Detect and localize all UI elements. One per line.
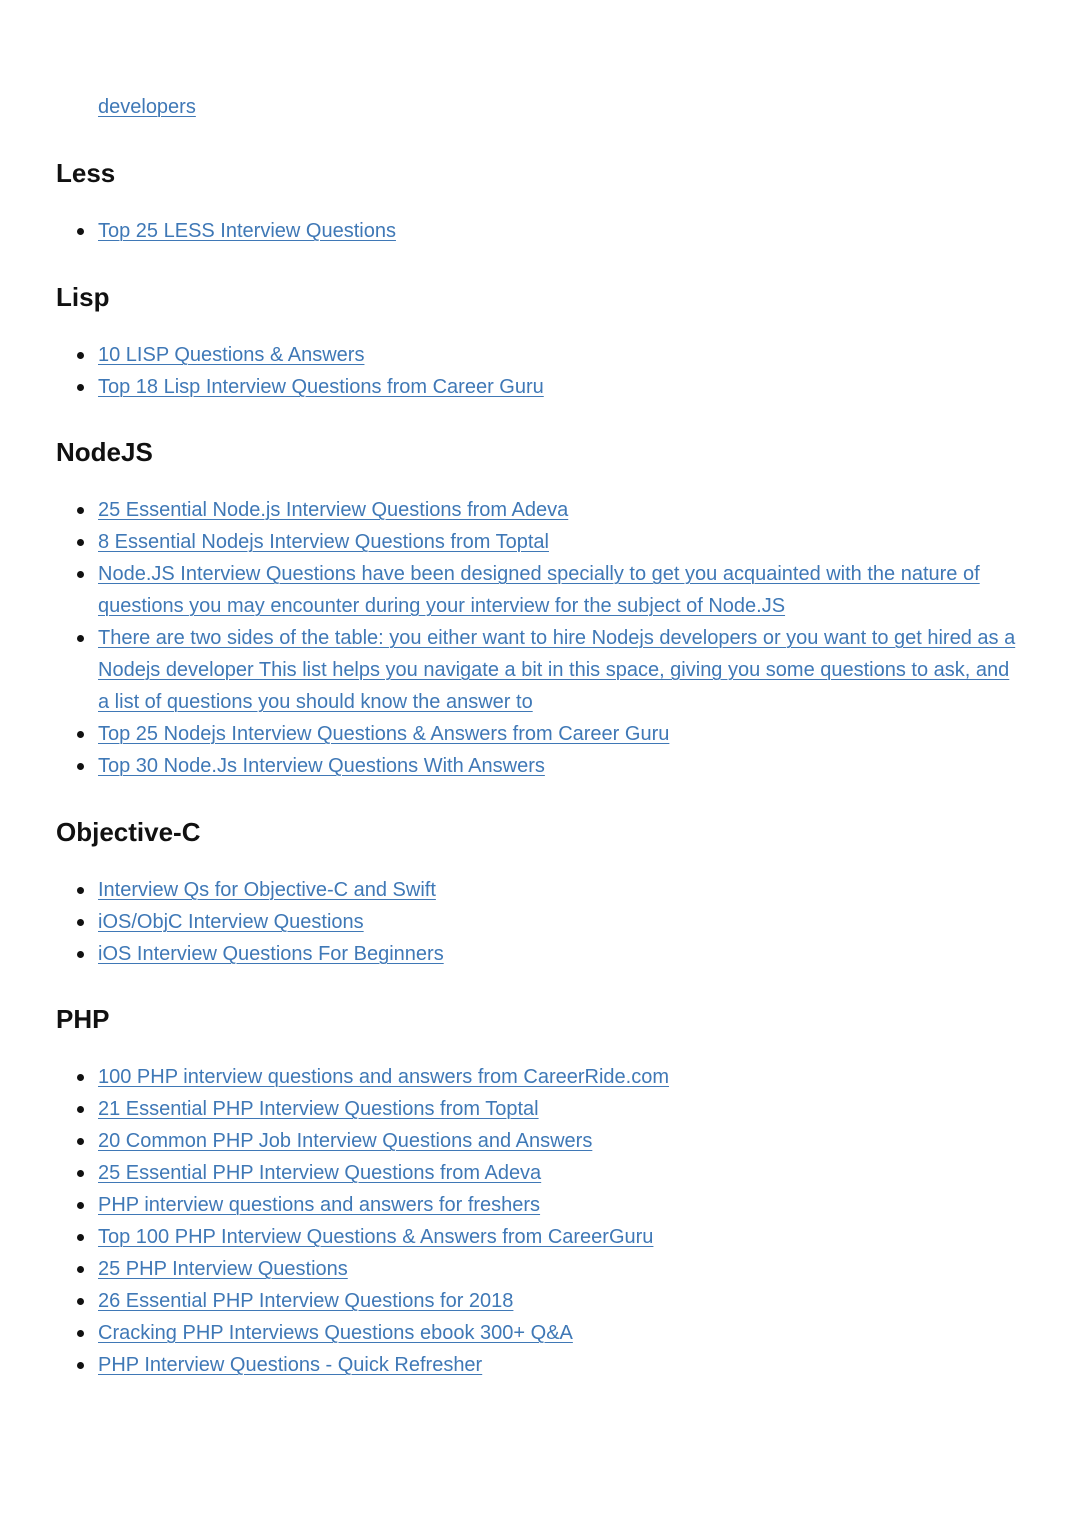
- list-link[interactable]: Top 18 Lisp Interview Questions from Career Guru: [98, 376, 544, 398]
- bullet-icon: [77, 763, 84, 770]
- list-link[interactable]: 25 PHP Interview Questions: [98, 1258, 348, 1280]
- bullet-icon: [77, 951, 84, 958]
- link-list-lisp: [98, 339, 1023, 403]
- list-link[interactable]: Top 25 Nodejs Interview Questions & Answers from Career Guru: [98, 723, 670, 745]
- list-link[interactable]: 26 Essential PHP Interview Questions for 2018: [98, 1290, 514, 1312]
- list-item: [98, 494, 1023, 526]
- bullet-icon: [77, 887, 84, 894]
- list-link[interactable]: Interview Qs for Objective-C and Swift: [98, 879, 436, 901]
- list-item: [98, 1061, 1023, 1093]
- bullet-icon: [77, 384, 84, 391]
- bullet-icon: [77, 1170, 84, 1177]
- list-item: [98, 906, 1023, 938]
- section-title-lisp: Lisp: [56, 282, 110, 312]
- list-item: [98, 215, 1023, 247]
- bullet-icon: [77, 1298, 84, 1305]
- list-item: [98, 622, 1023, 718]
- bullet-icon: [77, 1234, 84, 1241]
- bullet-icon: [77, 1266, 84, 1273]
- link-list-nodejs: [98, 494, 1023, 782]
- list-link[interactable]: 21 Essential PHP Interview Questions from Toptal: [98, 1098, 539, 1120]
- continuation-line: [98, 94, 196, 120]
- bullet-icon: [77, 919, 84, 926]
- list-link[interactable]: 25 Essential PHP Interview Questions from Adeva: [98, 1162, 542, 1184]
- developers-link[interactable]: developers: [98, 96, 196, 118]
- list-link[interactable]: iOS Interview Questions For Beginners: [98, 943, 444, 965]
- list-link[interactable]: Node.JS Interview Questions have been designed specially to get you acquainted with the nature of questions you may encounter during your interview for the subject of Node.JS: [98, 563, 980, 617]
- list-item: [98, 1221, 1023, 1253]
- bullet-icon: [77, 731, 84, 738]
- list-item: [98, 874, 1023, 906]
- list-item: [98, 1189, 1023, 1221]
- link-list-php: [98, 1061, 1023, 1381]
- bullet-icon: [77, 571, 84, 578]
- bullet-icon: [77, 1362, 84, 1369]
- bullet-icon: [77, 539, 84, 546]
- list-item: [98, 371, 1023, 403]
- list-item: [98, 1317, 1023, 1349]
- list-link[interactable]: iOS/ObjC Interview Questions: [98, 911, 364, 933]
- list-link[interactable]: 20 Common PHP Job Interview Questions and Answers: [98, 1130, 593, 1152]
- section-title-less: Less: [56, 158, 116, 188]
- bullet-icon: [77, 1330, 84, 1337]
- section-title-nodejs: NodeJS: [56, 437, 153, 467]
- list-link[interactable]: PHP Interview Questions - Quick Refresher: [98, 1354, 483, 1376]
- list-link[interactable]: 8 Essential Nodejs Interview Questions from Toptal: [98, 531, 549, 553]
- list-item: [98, 1285, 1023, 1317]
- list-item: [98, 339, 1023, 371]
- list-link[interactable]: There are two sides of the table: you either want to hire Nodejs developers or you want to get hired as a Nodejs developer This list helps you navigate a bit in this space, giving you some questions to ask, and a list of questions you should know the answer to: [98, 627, 1016, 713]
- list-item: [98, 750, 1023, 782]
- list-item: [98, 1349, 1023, 1381]
- list-item: [98, 1093, 1023, 1125]
- list-item: [98, 1125, 1023, 1157]
- list-link[interactable]: Cracking PHP Interviews Questions ebook 300+ Q&A: [98, 1322, 573, 1344]
- section-title-objective-c: Objective-C: [56, 817, 201, 847]
- bullet-icon: [77, 352, 84, 359]
- list-link[interactable]: Top 25 LESS Interview Questions: [98, 220, 396, 242]
- list-link[interactable]: Top 30 Node.Js Interview Questions With Answers: [98, 755, 545, 777]
- bullet-icon: [77, 1074, 84, 1081]
- list-link[interactable]: PHP interview questions and answers for freshers: [98, 1194, 541, 1216]
- list-item: [98, 1157, 1023, 1189]
- list-item: [98, 526, 1023, 558]
- bullet-icon: [77, 1106, 84, 1113]
- bullet-icon: [77, 1138, 84, 1145]
- list-item: [98, 1253, 1023, 1285]
- bullet-icon: [77, 1202, 84, 1209]
- list-link[interactable]: 25 Essential Node.js Interview Questions from Adeva: [98, 499, 569, 521]
- section-title-php: PHP: [56, 1004, 110, 1034]
- list-item: [98, 718, 1023, 750]
- link-list-objective-c: [98, 874, 1023, 970]
- list-link[interactable]: 100 PHP interview questions and answers from CareerRide.com: [98, 1066, 670, 1088]
- list-link[interactable]: Top 100 PHP Interview Questions & Answers from CareerGuru: [98, 1226, 654, 1248]
- bullet-icon: [77, 635, 84, 642]
- list-link[interactable]: 10 LISP Questions & Answers: [98, 344, 365, 366]
- bullet-icon: [77, 228, 84, 235]
- link-list-less: [98, 215, 1023, 247]
- list-item: [98, 938, 1023, 970]
- list-item: [98, 558, 1023, 622]
- bullet-icon: [77, 507, 84, 514]
